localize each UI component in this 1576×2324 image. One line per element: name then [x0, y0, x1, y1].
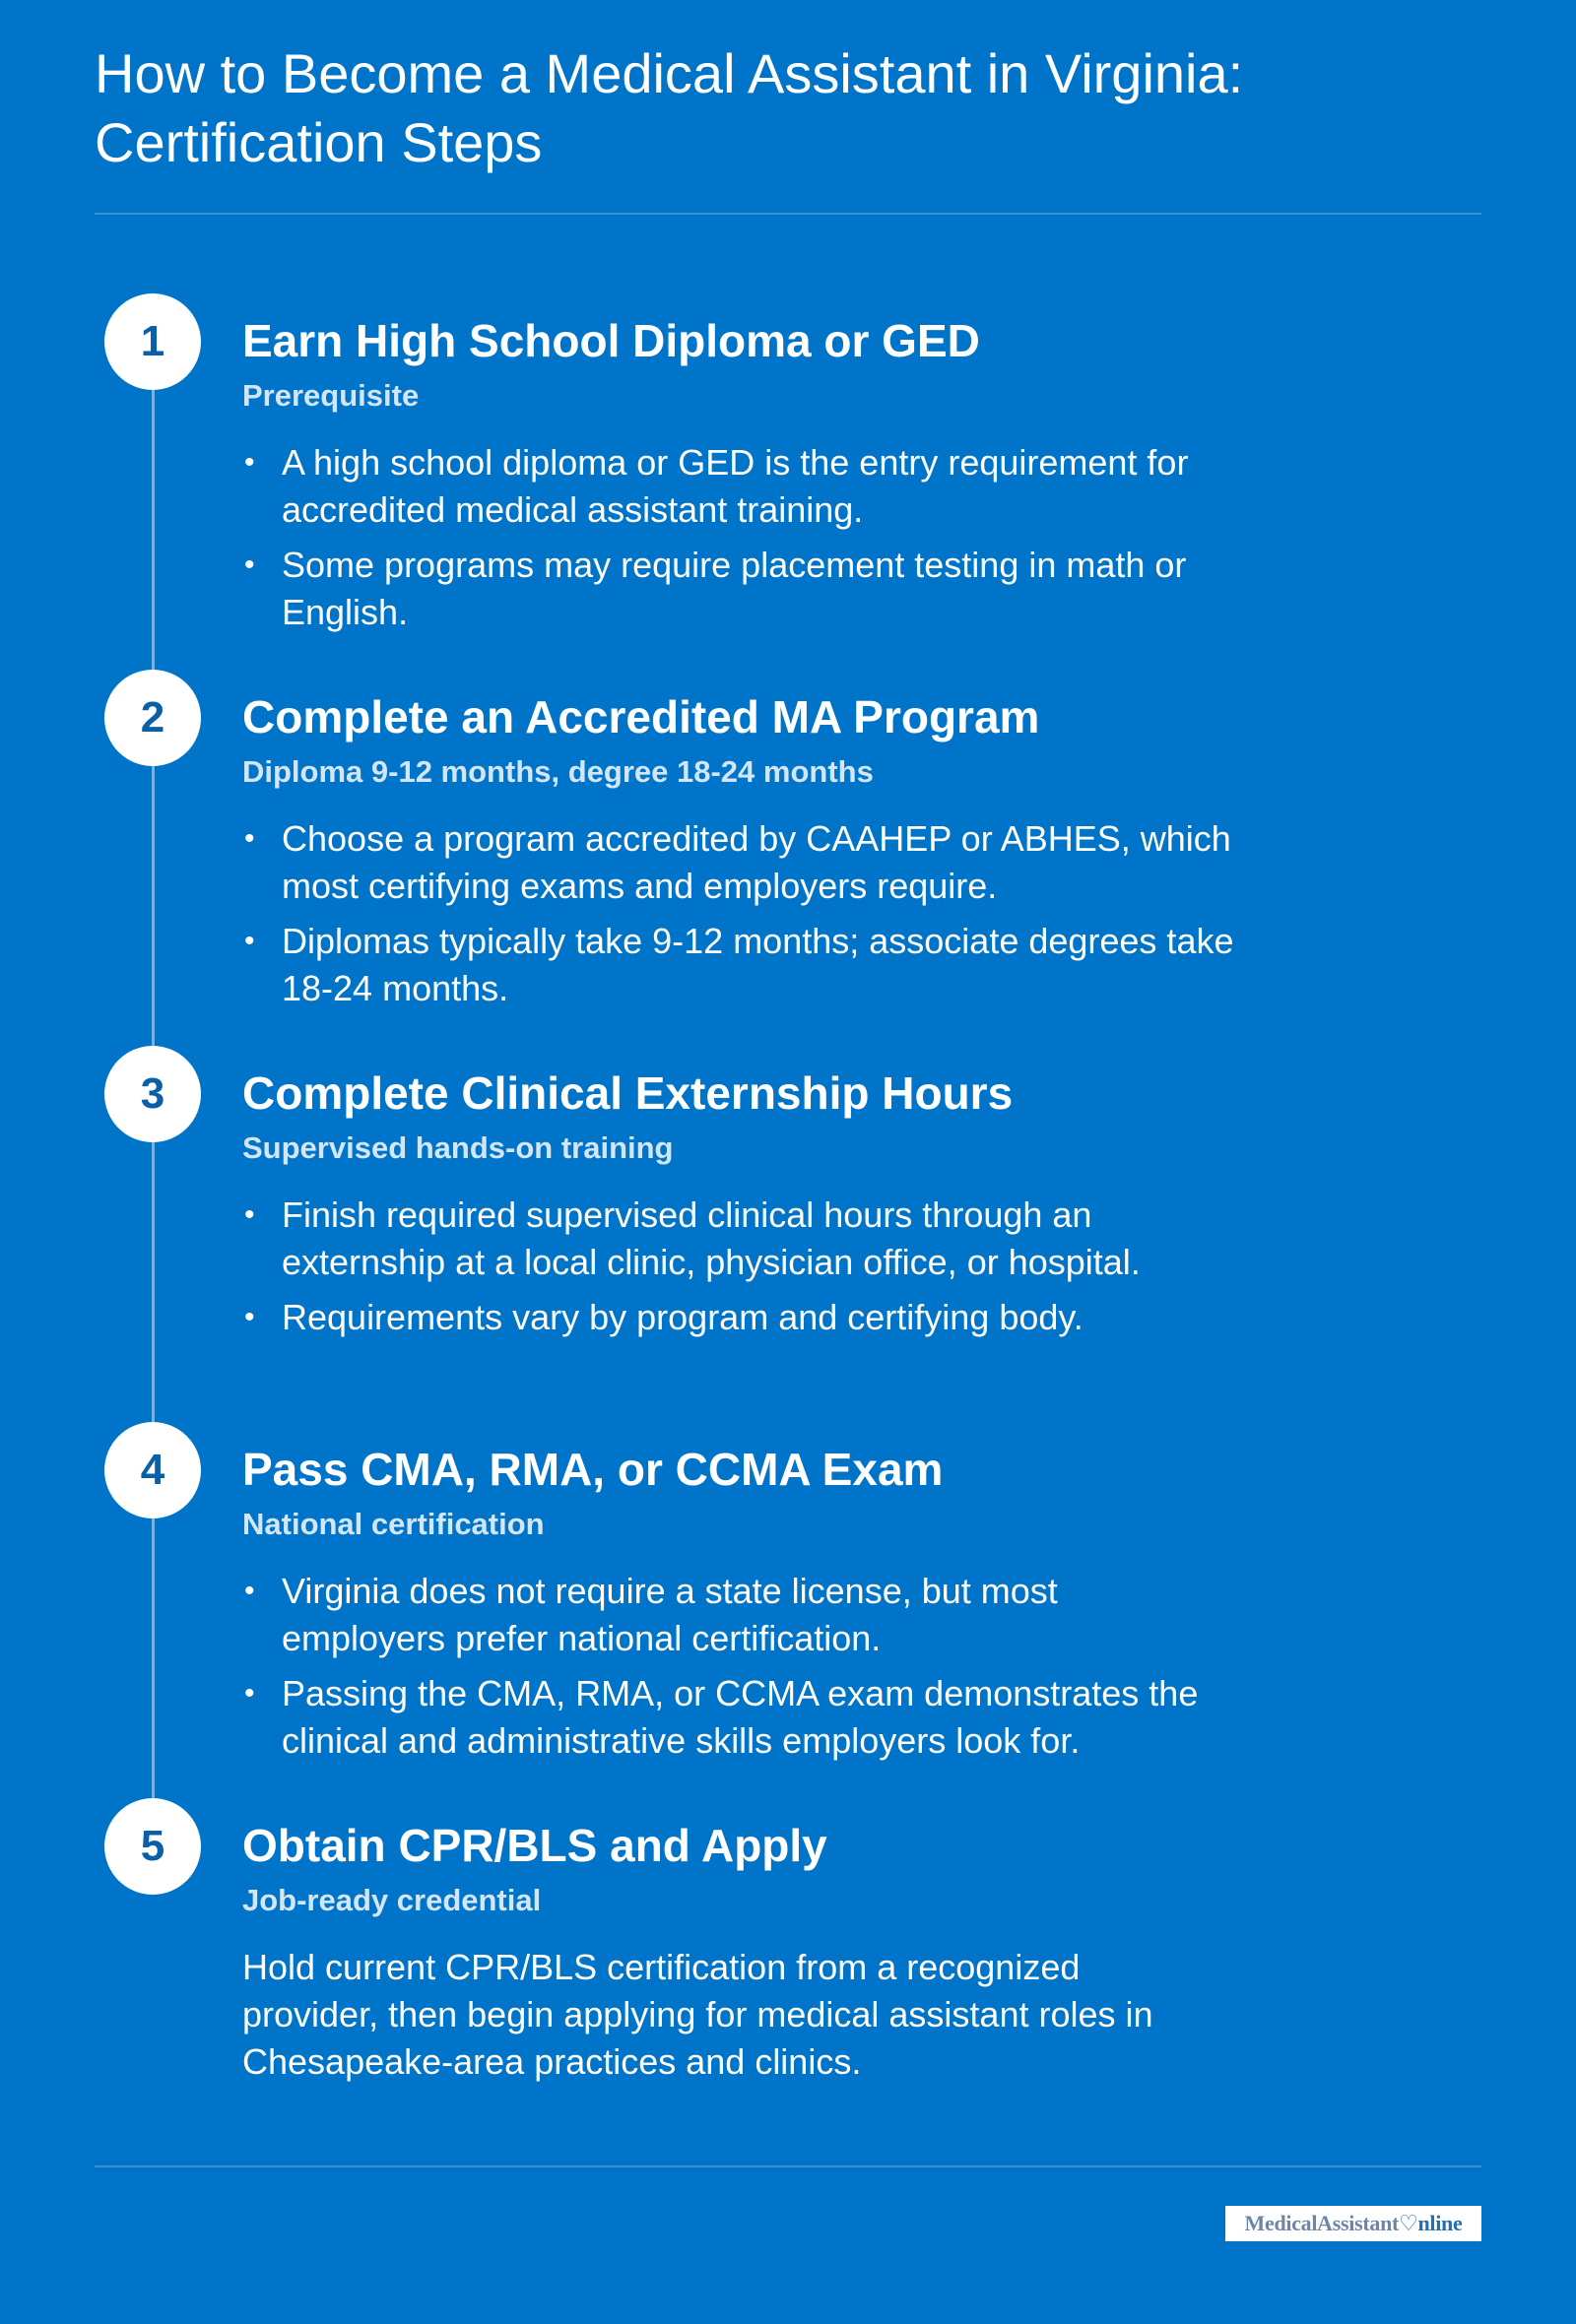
bullet-item: • Some programs may require placement testing in math or English.	[242, 542, 1286, 636]
step-subtitle: Diploma 9-12 months, degree 18-24 months	[242, 754, 874, 789]
bullet-item: • Requirements vary by program and certifying body.	[242, 1294, 1286, 1341]
step-subtitle: National certification	[242, 1507, 545, 1541]
bullet-item: • Finish required supervised clinical hours through an externship at a local clinic, physician office, or hospital.	[242, 1192, 1188, 1286]
step-number-circle: 2	[104, 670, 201, 766]
bullet-item: • Diplomas typically take 9-12 months; associate degrees take 18-24 months.	[242, 918, 1247, 1012]
step-bullets	[242, 1568, 1286, 1765]
bullet-item: • A high school diploma or GED is the entry requirement for accredited medical assistant training.	[242, 439, 1286, 534]
step-number-circle: 1	[104, 293, 201, 390]
page-title: How to Become a Medical Assistant in Virginia: Certification Steps	[95, 42, 1244, 173]
site-logo[interactable]	[1225, 2206, 1481, 2241]
step-bullets	[242, 1192, 1286, 1341]
step-title: Earn High School Diploma or GED	[242, 315, 980, 366]
step-description: Hold current CPR/BLS certification from a recognized provider, then begin applying for medical assistant roles in Chesapeake-area practices and clinics.	[242, 1947, 1153, 2082]
footer-divider	[95, 2165, 1481, 2167]
step-title: Complete Clinical Externship Hours	[242, 1067, 1014, 1119]
header-divider	[95, 213, 1481, 215]
step-number-circle: 3	[104, 1046, 201, 1142]
step-bullets	[242, 439, 1286, 636]
logo-text: MedicalAssistant	[1244, 2211, 1400, 2235]
step-bullets	[242, 815, 1286, 1012]
bullet-item: • Virginia does not require a state license, but most employers prefer national certification.	[242, 1568, 1208, 1662]
step-number-circle: 5	[104, 1798, 201, 1895]
step-title: Complete an Accredited MA Program	[242, 691, 1040, 742]
step-subtitle: Job-ready credential	[242, 1883, 542, 1917]
bullet-item: • Passing the CMA, RMA, or CCMA exam demonstrates the clinical and administrative skills employers look for.	[242, 1670, 1286, 1765]
heart-stethoscope-icon: ♡	[1399, 2211, 1418, 2235]
step-title: Pass CMA, RMA, or CCMA Exam	[242, 1444, 944, 1495]
step-title: Obtain CPR/BLS and Apply	[242, 1820, 827, 1871]
step-number-circle: 4	[104, 1422, 201, 1518]
step-subtitle: Prerequisite	[242, 378, 420, 413]
bullet-item: • Choose a program accredited by CAAHEP or ABHES, which most certifying exams and employers require.	[242, 815, 1286, 910]
step-subtitle: Supervised hands-on training	[242, 1130, 674, 1165]
logo-text-suffix: nline	[1417, 2211, 1463, 2235]
